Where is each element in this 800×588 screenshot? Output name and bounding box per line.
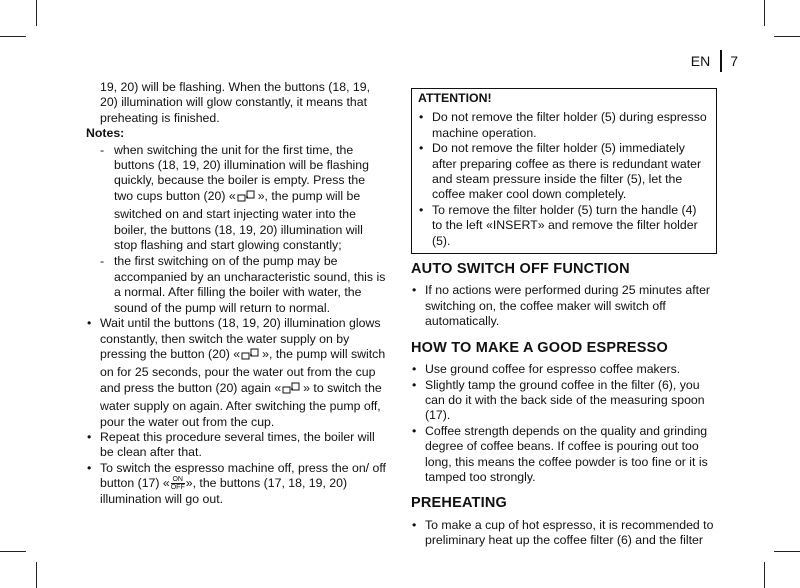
bullet-mark: • — [87, 429, 92, 444]
header-divider — [720, 50, 722, 72]
attention-item — [418, 141, 710, 203]
section-item — [411, 283, 717, 329]
bullet-mark: • — [419, 202, 424, 217]
attention-box — [411, 88, 717, 254]
section-text: Coffee strength depends on the quality and grinding degree of coffee beans. If coffee is pouring out too long, this means the coffee powder is too fine or it is tamped too strongly. — [425, 423, 708, 484]
section-text: If no actions were performed during 25 minutes after switching on, the coffee maker will switch off automatically. — [425, 283, 711, 329]
bullet-mark: • — [412, 517, 417, 532]
attention-item — [418, 203, 710, 249]
note-text: », the pump will be switched on and start injecting water into the boiler, the buttons (18, 19, 20) illumination will stop flashing and start glowing constantly; — [114, 188, 363, 253]
step-item — [86, 430, 386, 461]
crop-mark — [774, 36, 800, 37]
off-label: OFF — [170, 484, 185, 492]
step-item — [86, 316, 386, 430]
section-item — [411, 362, 717, 377]
step-text: », the buttons (17, 18, 19, 20) illumination will go out. — [100, 476, 348, 506]
crop-mark — [764, 562, 765, 588]
step-text: », the pump will switch on for 25 seconds, pour the water out from the cup and press the button (20) again « — [100, 346, 386, 395]
step-item — [86, 461, 386, 507]
section-heading: HOW TO MAKE A GOOD ESPRESSO — [411, 339, 669, 356]
bullet-mark: • — [87, 316, 92, 331]
page-header — [691, 50, 738, 72]
attention-item — [418, 110, 710, 141]
crop-mark — [36, 0, 37, 26]
attention-text: Do not remove the filter holder (5) immediately after preparing coffee as there is redundant water and steam pressure inside the filter (5), let the coffee maker cool down completely. — [432, 141, 702, 202]
section-text: Slightly tamp the ground coffee in the filter (6), you can do it with the back side of the measuring spoon (17). — [425, 377, 705, 423]
step-text: » to switch the water supply on again. After switching the pump off, pour the water out from the cup. — [100, 380, 382, 429]
attention-title: ATTENTION! — [418, 91, 492, 105]
intro-text: 19, 20) will be flashing. When the buttons (18, 19, 20) illumination will glow constantly, it means that preheating is finished. — [100, 80, 371, 125]
dash-mark: - — [100, 254, 105, 269]
step-text: To switch the espresso machine off, press the on/ off button (17) « — [100, 460, 386, 491]
notes-label: Notes: — [86, 126, 125, 141]
crop-mark — [0, 36, 26, 37]
section-item — [411, 378, 717, 424]
section-heading: AUTO SWITCH OFF FUNCTION — [411, 261, 630, 278]
bullet-mark: • — [412, 283, 417, 298]
bullet-mark: • — [419, 110, 424, 125]
crop-mark — [36, 562, 37, 588]
crop-mark — [764, 0, 765, 26]
step-text: Repeat this procedure several times, the boiler will be clean after that. — [100, 429, 375, 460]
section-auto-switch-off — [411, 262, 717, 330]
dash-mark: - — [100, 142, 105, 157]
two-cups-icon — [237, 189, 257, 207]
section-item — [411, 424, 717, 486]
page-number: 7 — [730, 53, 738, 69]
left-column — [86, 80, 386, 507]
language-label: EN — [690, 53, 711, 69]
bullet-mark: • — [419, 141, 424, 156]
crop-mark — [0, 551, 26, 552]
right-column — [411, 88, 717, 560]
on-off-icon — [171, 476, 185, 491]
section-preheating — [411, 496, 717, 548]
bullet-mark: • — [412, 423, 417, 438]
attention-text: To remove the filter holder (5) turn the handle (4) to the left «INSERT» and remove the filter holder (5). — [432, 202, 698, 248]
on-label: ON — [172, 476, 183, 484]
note-text: the first switching on of the pump may be accompanied by an uncharacteristic sound, this is a normal. After filling the boiler with water, the sound of the pump will return to normal. — [114, 254, 386, 315]
note-text: when switching the unit for the first time, the buttons (18, 19, 20) illumination will be flashing quickly, because the boiler is empty. Press the two cups button (20) « — [114, 142, 369, 203]
bullet-mark: • — [87, 460, 92, 475]
step-text: Wait until the buttons (18, 19, 20) illumination glows constantly, then switch the water supply on by pressing the button (20) « — [100, 316, 381, 361]
section-good-espresso — [411, 341, 717, 486]
attention-text: Do not remove the filter holder (5) during espresso machine operation. — [432, 110, 707, 140]
bullet-mark: • — [412, 377, 417, 392]
two-cups-icon — [241, 347, 261, 365]
crop-mark — [774, 551, 800, 552]
note-item — [86, 143, 386, 254]
note-item — [86, 254, 386, 316]
section-text: Use ground coffee for espresso coffee makers. — [425, 362, 681, 377]
section-text: To make a cup of hot espresso, it is recommended to preliminary heat up the coffee filter (6) and the filter — [425, 517, 714, 548]
two-cups-icon — [282, 381, 302, 399]
section-item — [411, 518, 717, 549]
section-heading: PREHEATING — [411, 495, 507, 512]
bullet-mark: • — [412, 362, 417, 377]
